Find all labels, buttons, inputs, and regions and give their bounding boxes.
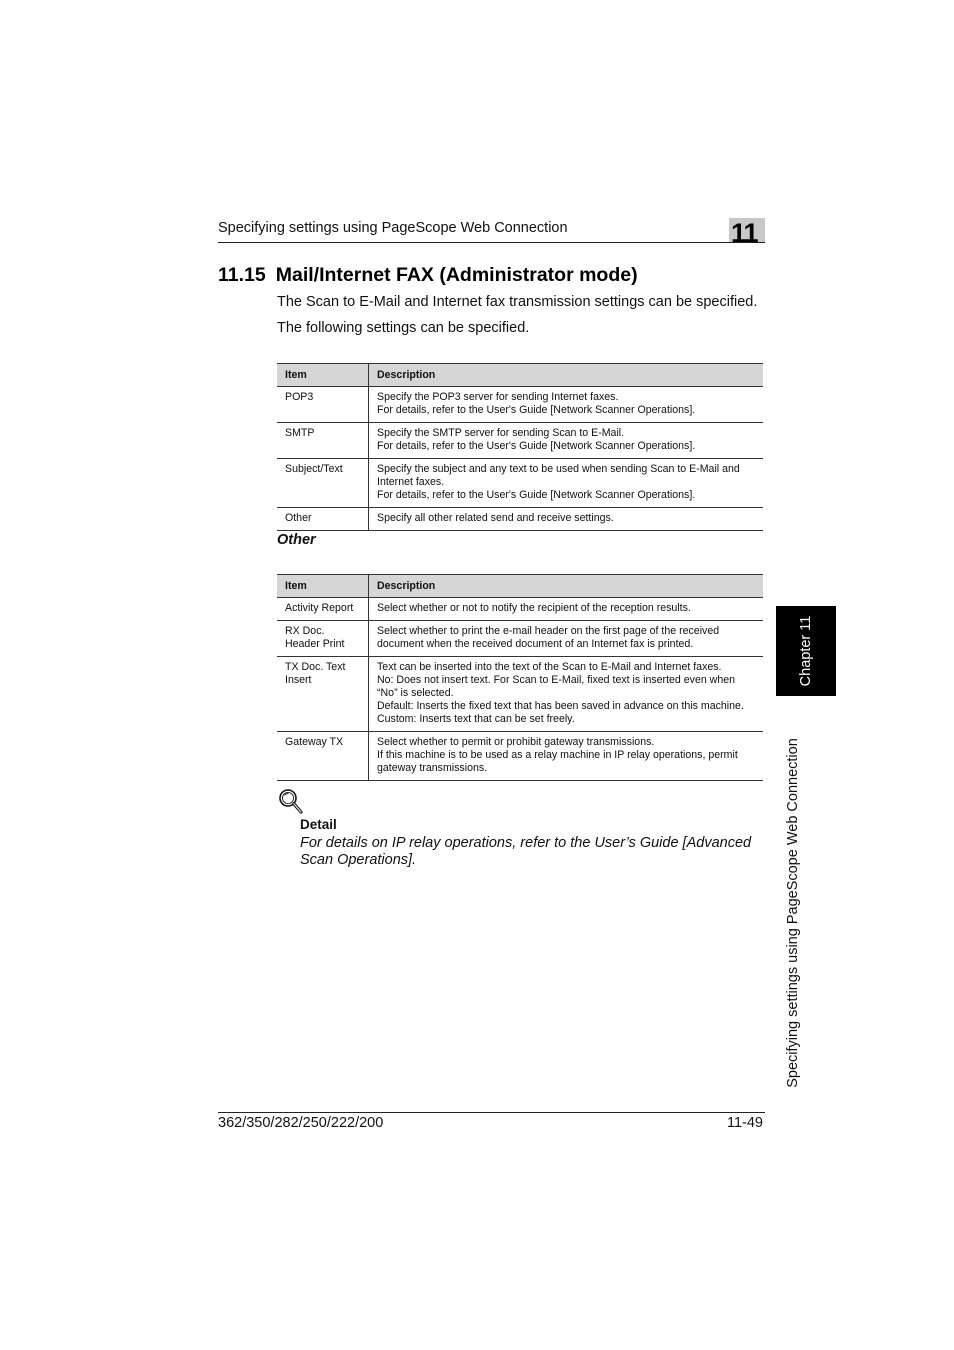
description-line: For details, refer to the User's Guide [Network Scanner Operations]. bbox=[377, 489, 696, 501]
intro-paragraph-2: The following settings can be specified. bbox=[277, 320, 530, 336]
header-divider bbox=[218, 242, 765, 243]
description-line: Text can be inserted into the text of the Scan to E-Mail and Internet faxes. bbox=[377, 661, 722, 673]
detail-label: Detail bbox=[300, 817, 337, 832]
item-cell: Other bbox=[277, 508, 369, 531]
page-number: 11-49 bbox=[726, 1115, 763, 1131]
item-cell: POP3 bbox=[277, 387, 369, 423]
description-cell bbox=[369, 598, 764, 621]
column-header-description: Description bbox=[369, 364, 764, 387]
description-line: For details, refer to the User's Guide [Network Scanner Operations]. bbox=[377, 404, 696, 416]
description-cell bbox=[369, 657, 764, 732]
other-subheading: Other bbox=[277, 532, 316, 548]
description-cell bbox=[369, 387, 764, 423]
running-header: Specifying settings using PageScope Web Connection bbox=[218, 220, 568, 236]
footer-model-numbers: 362/350/282/250/222/200 bbox=[218, 1115, 384, 1131]
column-header-item: Item bbox=[277, 575, 369, 598]
description-line: If this machine is to be used as a relay machine in IP relay operations, permit gateway transmissions. bbox=[377, 749, 738, 774]
section-number: 11.15 bbox=[218, 264, 266, 286]
table-row bbox=[277, 621, 763, 657]
item-cell: TX Doc. Text Insert bbox=[277, 657, 369, 732]
description-cell bbox=[369, 459, 764, 508]
item-cell: RX Doc. Header Print bbox=[277, 621, 369, 657]
description-line: Specify the SMTP server for sending Scan to E-Mail. bbox=[377, 427, 625, 439]
section-title bbox=[218, 264, 638, 287]
item-cell: Activity Report bbox=[277, 598, 369, 621]
table-header-row bbox=[277, 575, 763, 598]
description-cell bbox=[369, 423, 764, 459]
table-row bbox=[277, 508, 763, 531]
description-line: Specify the POP3 server for sending Internet faxes. bbox=[377, 391, 619, 403]
section-title-text: Mail/Internet FAX (Administrator mode) bbox=[275, 264, 638, 286]
item-cell: Subject/Text bbox=[277, 459, 369, 508]
item-cell: Gateway TX bbox=[277, 732, 369, 781]
settings-table bbox=[277, 363, 763, 531]
description-line: No: Does not insert text. For Scan to E-Mail, fixed text is inserted even when “No” is selected. bbox=[377, 674, 735, 699]
item-cell: SMTP bbox=[277, 423, 369, 459]
description-cell bbox=[369, 732, 764, 781]
description-line: Specify all other related send and receive settings. bbox=[377, 512, 614, 524]
table-row bbox=[277, 732, 763, 781]
table-header-row bbox=[277, 364, 763, 387]
detail-text: For details on IP relay operations, refer to the User’s Guide [Advanced Scan Operations]. bbox=[300, 835, 752, 868]
chapter-number-badge bbox=[729, 218, 765, 242]
description-line: Select whether or not to notify the recipient of the reception results. bbox=[377, 602, 691, 614]
side-chapter-label bbox=[776, 606, 836, 696]
description-line: Specify the subject and any text to be used when sending Scan to E-Mail and Internet faxes. bbox=[377, 463, 740, 488]
table-row bbox=[277, 598, 763, 621]
column-header-description: Description bbox=[369, 575, 764, 598]
description-line: Select whether to print the e-mail header on the first page of the received document when the received document of an Internet fax is printed. bbox=[377, 625, 720, 650]
description-line: Default: Inserts the fixed text that has been saved in advance on this machine. bbox=[377, 700, 744, 712]
side-chapter-text: Chapter 11 bbox=[798, 615, 814, 687]
intro-paragraph-1: The Scan to E-Mail and Internet fax transmission settings can be specified. bbox=[277, 294, 758, 310]
table-row bbox=[277, 459, 763, 508]
table-row bbox=[277, 387, 763, 423]
chapter-number: 11 bbox=[731, 218, 758, 242]
description-line: For details, refer to the User's Guide [Network Scanner Operations]. bbox=[377, 440, 696, 452]
other-settings-table bbox=[277, 574, 763, 781]
side-title-text: Specifying settings using PageScope Web Connection bbox=[785, 738, 801, 1088]
description-line: Select whether to permit or prohibit gateway transmissions. bbox=[377, 736, 655, 748]
description-line: Custom: Inserts text that can be set freely. bbox=[377, 713, 575, 725]
table-row bbox=[277, 423, 763, 459]
table-row bbox=[277, 657, 763, 732]
side-chapter-title bbox=[763, 718, 823, 1108]
footer-divider bbox=[218, 1112, 765, 1113]
description-cell bbox=[369, 508, 764, 531]
magnifier-icon bbox=[278, 788, 304, 816]
description-cell bbox=[369, 621, 764, 657]
column-header-item: Item bbox=[277, 364, 369, 387]
